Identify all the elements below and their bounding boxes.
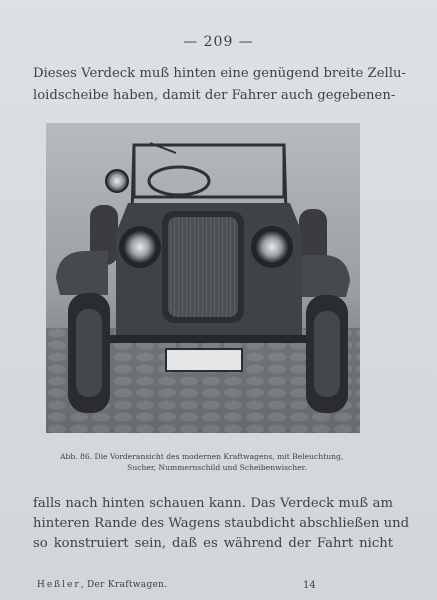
- footer-title: Der Kraftwagen.: [87, 580, 168, 590]
- body-text-line: Dieses Verdeck muß hinten eine genügend breite Zellu-: [33, 66, 406, 81]
- footer-author: Heßler: [37, 580, 81, 590]
- caption-line: Abb. 86. Die Vorderansicht des modernen Kraftwagens, mit Beleuchtung,: [60, 452, 344, 461]
- figure-caption: [60, 451, 374, 473]
- footer-reference: Heßler, Der Kraftwagen.: [37, 580, 168, 590]
- body-text-line: loidscheibe haben, damit der Fahrer auch gegebenen-: [33, 88, 396, 103]
- body-text-line: hinteren Rande des Wagens staubdicht abschließen und: [33, 516, 410, 531]
- car-front-photo: [46, 123, 360, 433]
- page-number: — 209 —: [183, 34, 254, 50]
- caption-line: Sucher, Nummernschild und Scheibenwischer.: [127, 463, 307, 472]
- signature-mark: 14: [303, 580, 316, 591]
- body-text-line: falls nach hinten schauen kann. Das Verdeck muß am: [33, 496, 393, 511]
- body-text-line: so konstruiert sein, daß es während der Fahrt nicht: [33, 536, 393, 551]
